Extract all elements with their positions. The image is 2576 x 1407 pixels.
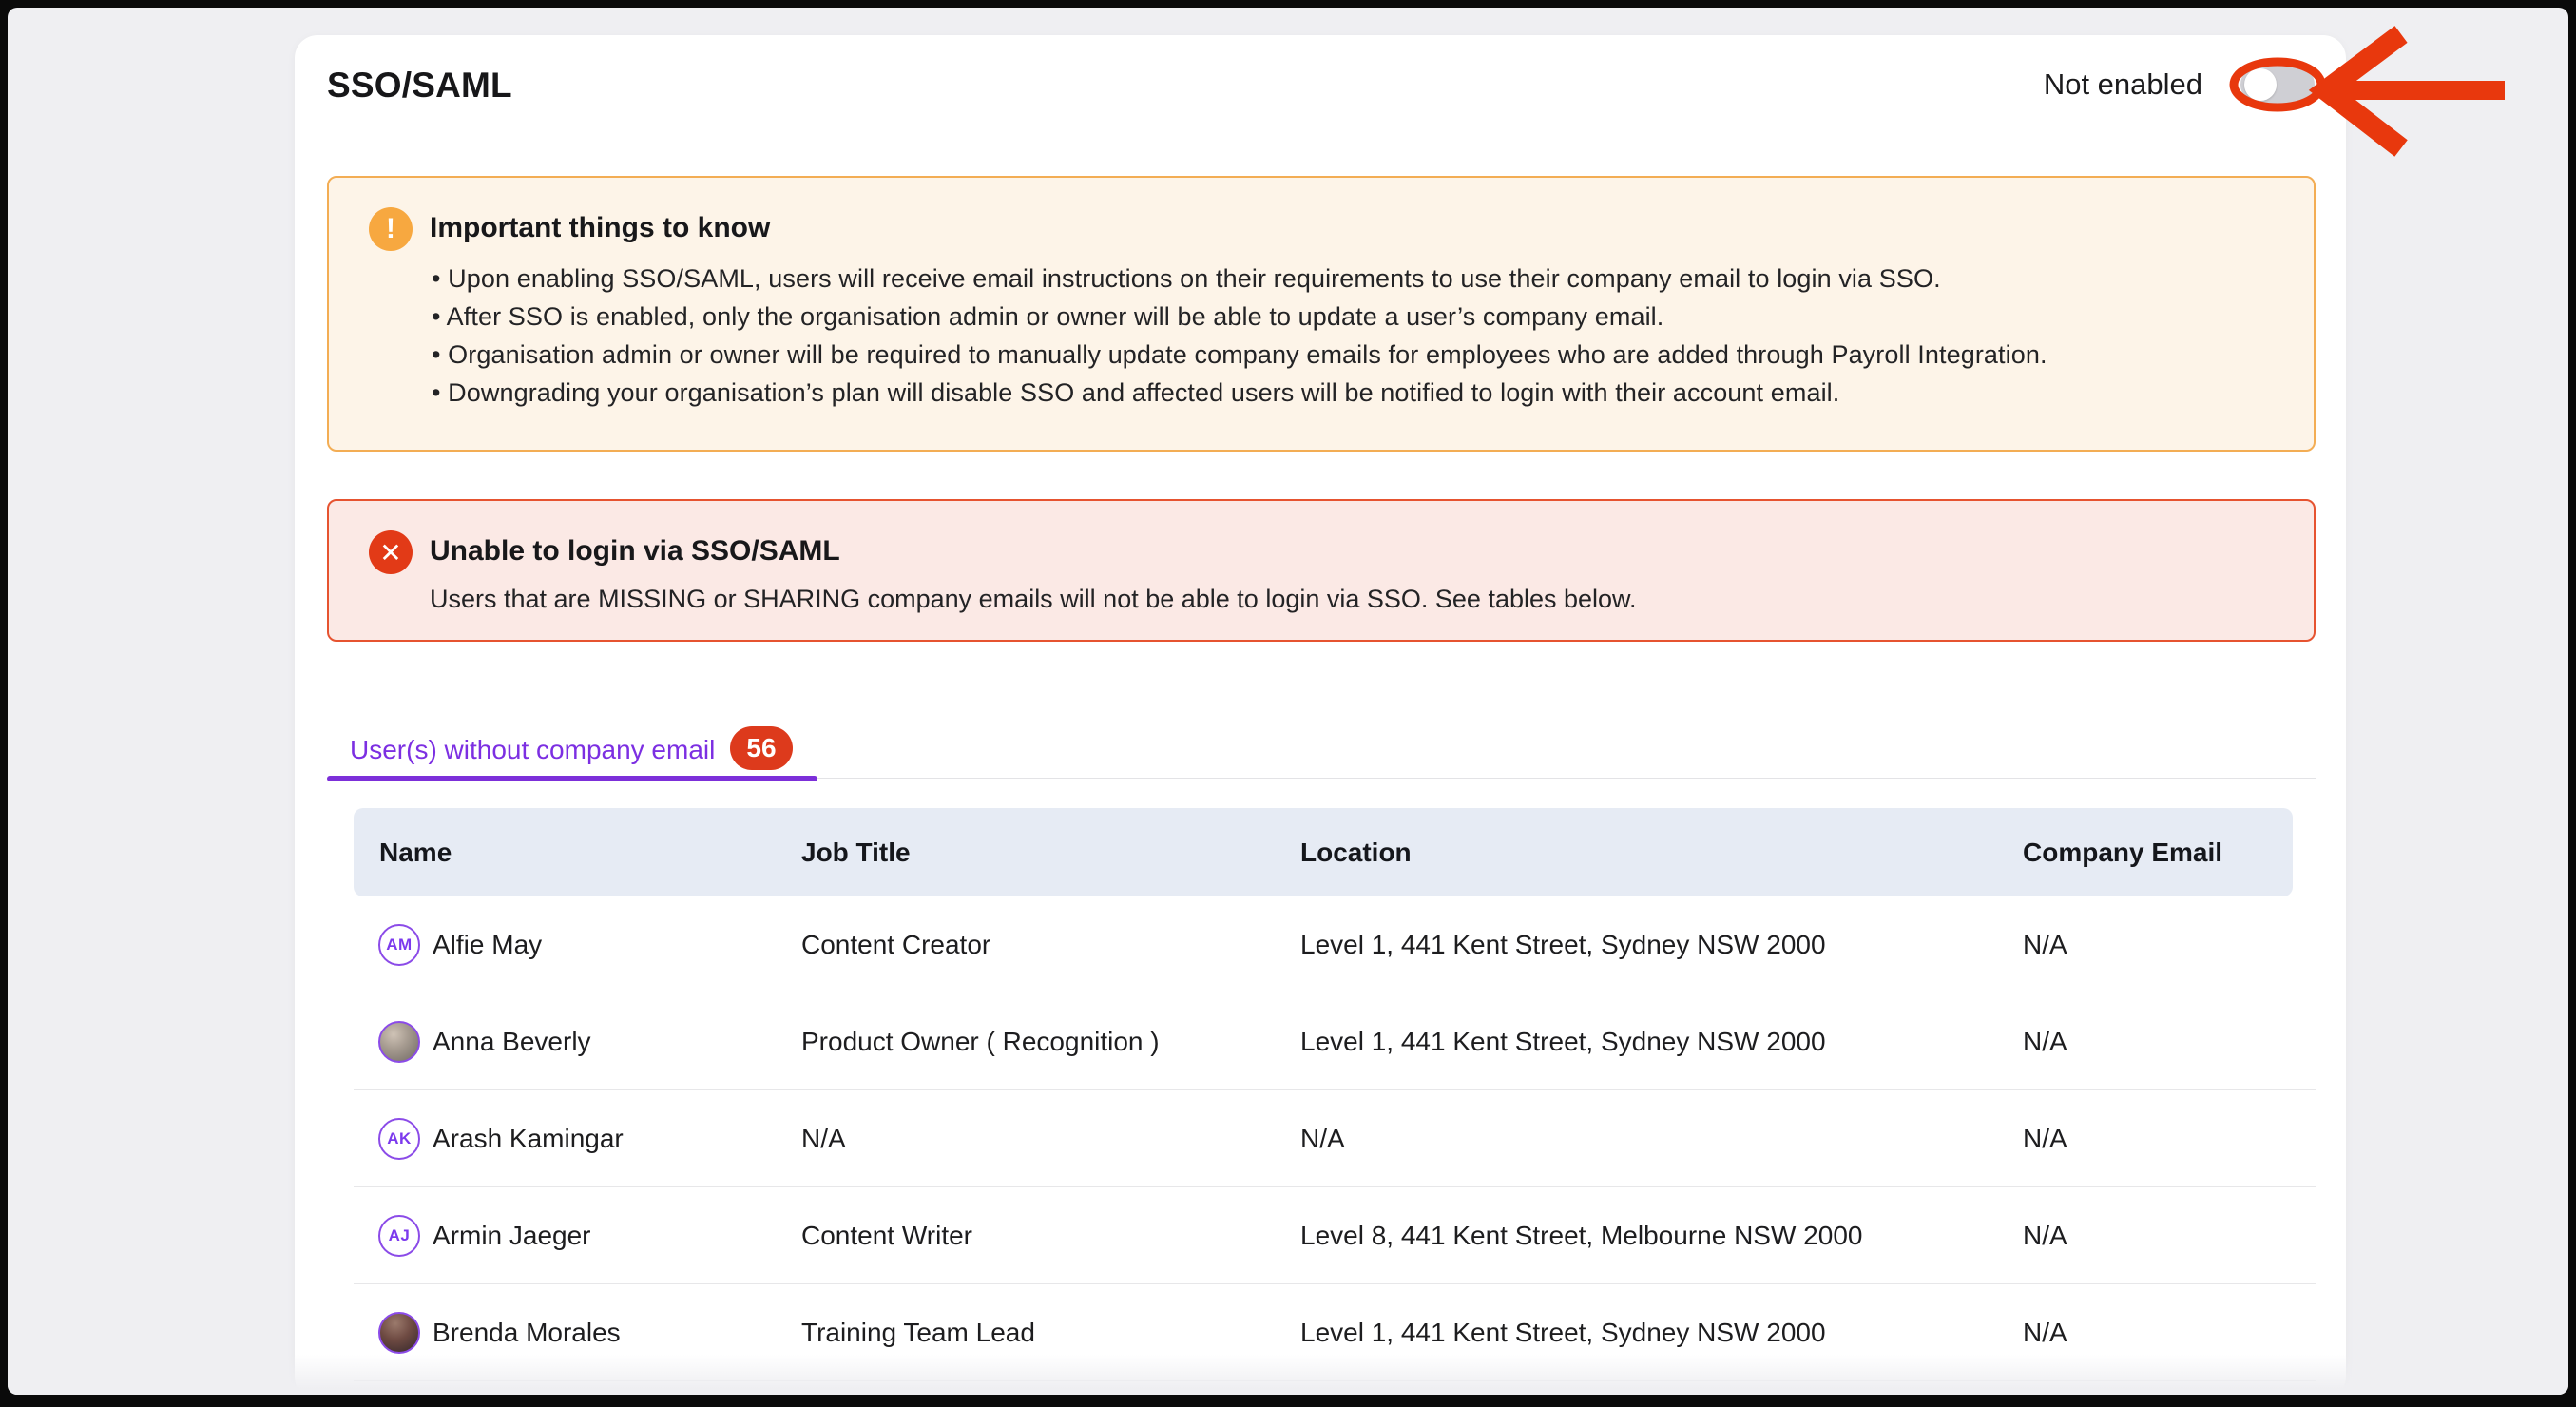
table-header-row	[354, 808, 2293, 896]
tab-count-badge: 56	[730, 726, 793, 770]
cell-company-email: N/A	[2023, 1027, 2067, 1056]
sso-saml-card	[295, 35, 2346, 1395]
important-info-banner	[327, 176, 2316, 452]
column-header-name: Name	[379, 837, 452, 867]
cell-name: Anna Beverly	[433, 1027, 591, 1056]
table-row	[354, 1187, 2316, 1284]
cell-location: Level 8, 441 Kent Street, Melbourne NSW 2000	[1300, 1221, 1863, 1250]
cell-name: Armin Jaeger	[433, 1221, 591, 1250]
cell-company-email: N/A	[2023, 1221, 2067, 1250]
cell-name: Brenda Morales	[433, 1318, 621, 1347]
avatar	[378, 1021, 420, 1063]
sso-enable-toggle[interactable]	[2240, 65, 2315, 105]
warning-icon: !	[369, 207, 413, 251]
cell-location: Level 1, 441 Kent Street, Sydney NSW 2000	[1300, 1318, 1826, 1347]
table-row	[354, 896, 2316, 993]
cell-job-title: Content Creator	[801, 930, 991, 959]
sso-login-error-banner	[327, 499, 2316, 642]
info-bullet: • Organisation admin or owner will be required to manually update company emails for employees who are added through Payroll Integration.	[432, 340, 2047, 369]
error-banner-body: Users that are MISSING or SHARING company emails will not be able to login via SSO. See tables below.	[430, 585, 1637, 613]
cell-company-email: N/A	[2023, 930, 2067, 959]
cell-company-email: N/A	[2023, 1318, 2067, 1347]
x-circle-icon: ✕	[369, 530, 413, 574]
info-banner-title: Important things to know	[430, 212, 771, 243]
toggle-status-label: Not enabled	[2043, 67, 2202, 101]
column-header-company-email: Company Email	[2023, 837, 2223, 867]
column-header-job-title: Job Title	[801, 837, 911, 867]
active-tab-indicator	[327, 776, 817, 781]
table-row	[354, 993, 2316, 1090]
table-row	[354, 1284, 2316, 1381]
table-row	[354, 1090, 2316, 1187]
page-title: SSO/SAML	[327, 66, 512, 105]
cell-location: Level 1, 441 Kent Street, Sydney NSW 2000	[1300, 930, 1826, 959]
cell-name: Arash Kamingar	[433, 1124, 624, 1153]
tab-users-without-company-email[interactable]	[327, 722, 817, 780]
cell-job-title: Content Writer	[801, 1221, 972, 1250]
avatar	[378, 1312, 420, 1354]
cell-location: N/A	[1300, 1124, 1345, 1153]
avatar: AM	[378, 924, 420, 966]
avatar: AJ	[378, 1215, 420, 1257]
cell-company-email: N/A	[2023, 1124, 2067, 1153]
sso-toggle-group	[2044, 58, 2315, 111]
info-bullet: • After SSO is enabled, only the organisation admin or owner will be able to update a user’s company email.	[432, 302, 1664, 331]
settings-page	[8, 8, 2568, 1395]
cell-job-title: Training Team Lead	[801, 1318, 1035, 1347]
avatar: AK	[378, 1118, 420, 1160]
cell-job-title: Product Owner ( Recognition )	[801, 1027, 1160, 1056]
column-header-location: Location	[1300, 837, 1412, 867]
error-banner-title: Unable to login via SSO/SAML	[430, 535, 840, 567]
info-bullet: • Downgrading your organisation’s plan will disable SSO and affected users will be notified to login with their account email.	[432, 378, 1840, 407]
tab-label: User(s) without company email	[350, 735, 716, 764]
info-bullet: • Upon enabling SSO/SAML, users will receive email instructions on their requirements to use their company email to login via SSO.	[432, 264, 1941, 293]
toggle-knob	[2244, 68, 2277, 101]
cell-name: Alfie May	[433, 930, 543, 959]
cell-location: Level 1, 441 Kent Street, Sydney NSW 2000	[1300, 1027, 1826, 1056]
info-banner-bullets	[432, 260, 2276, 412]
users-without-email-table	[354, 808, 2316, 1381]
cell-job-title: N/A	[801, 1124, 846, 1153]
